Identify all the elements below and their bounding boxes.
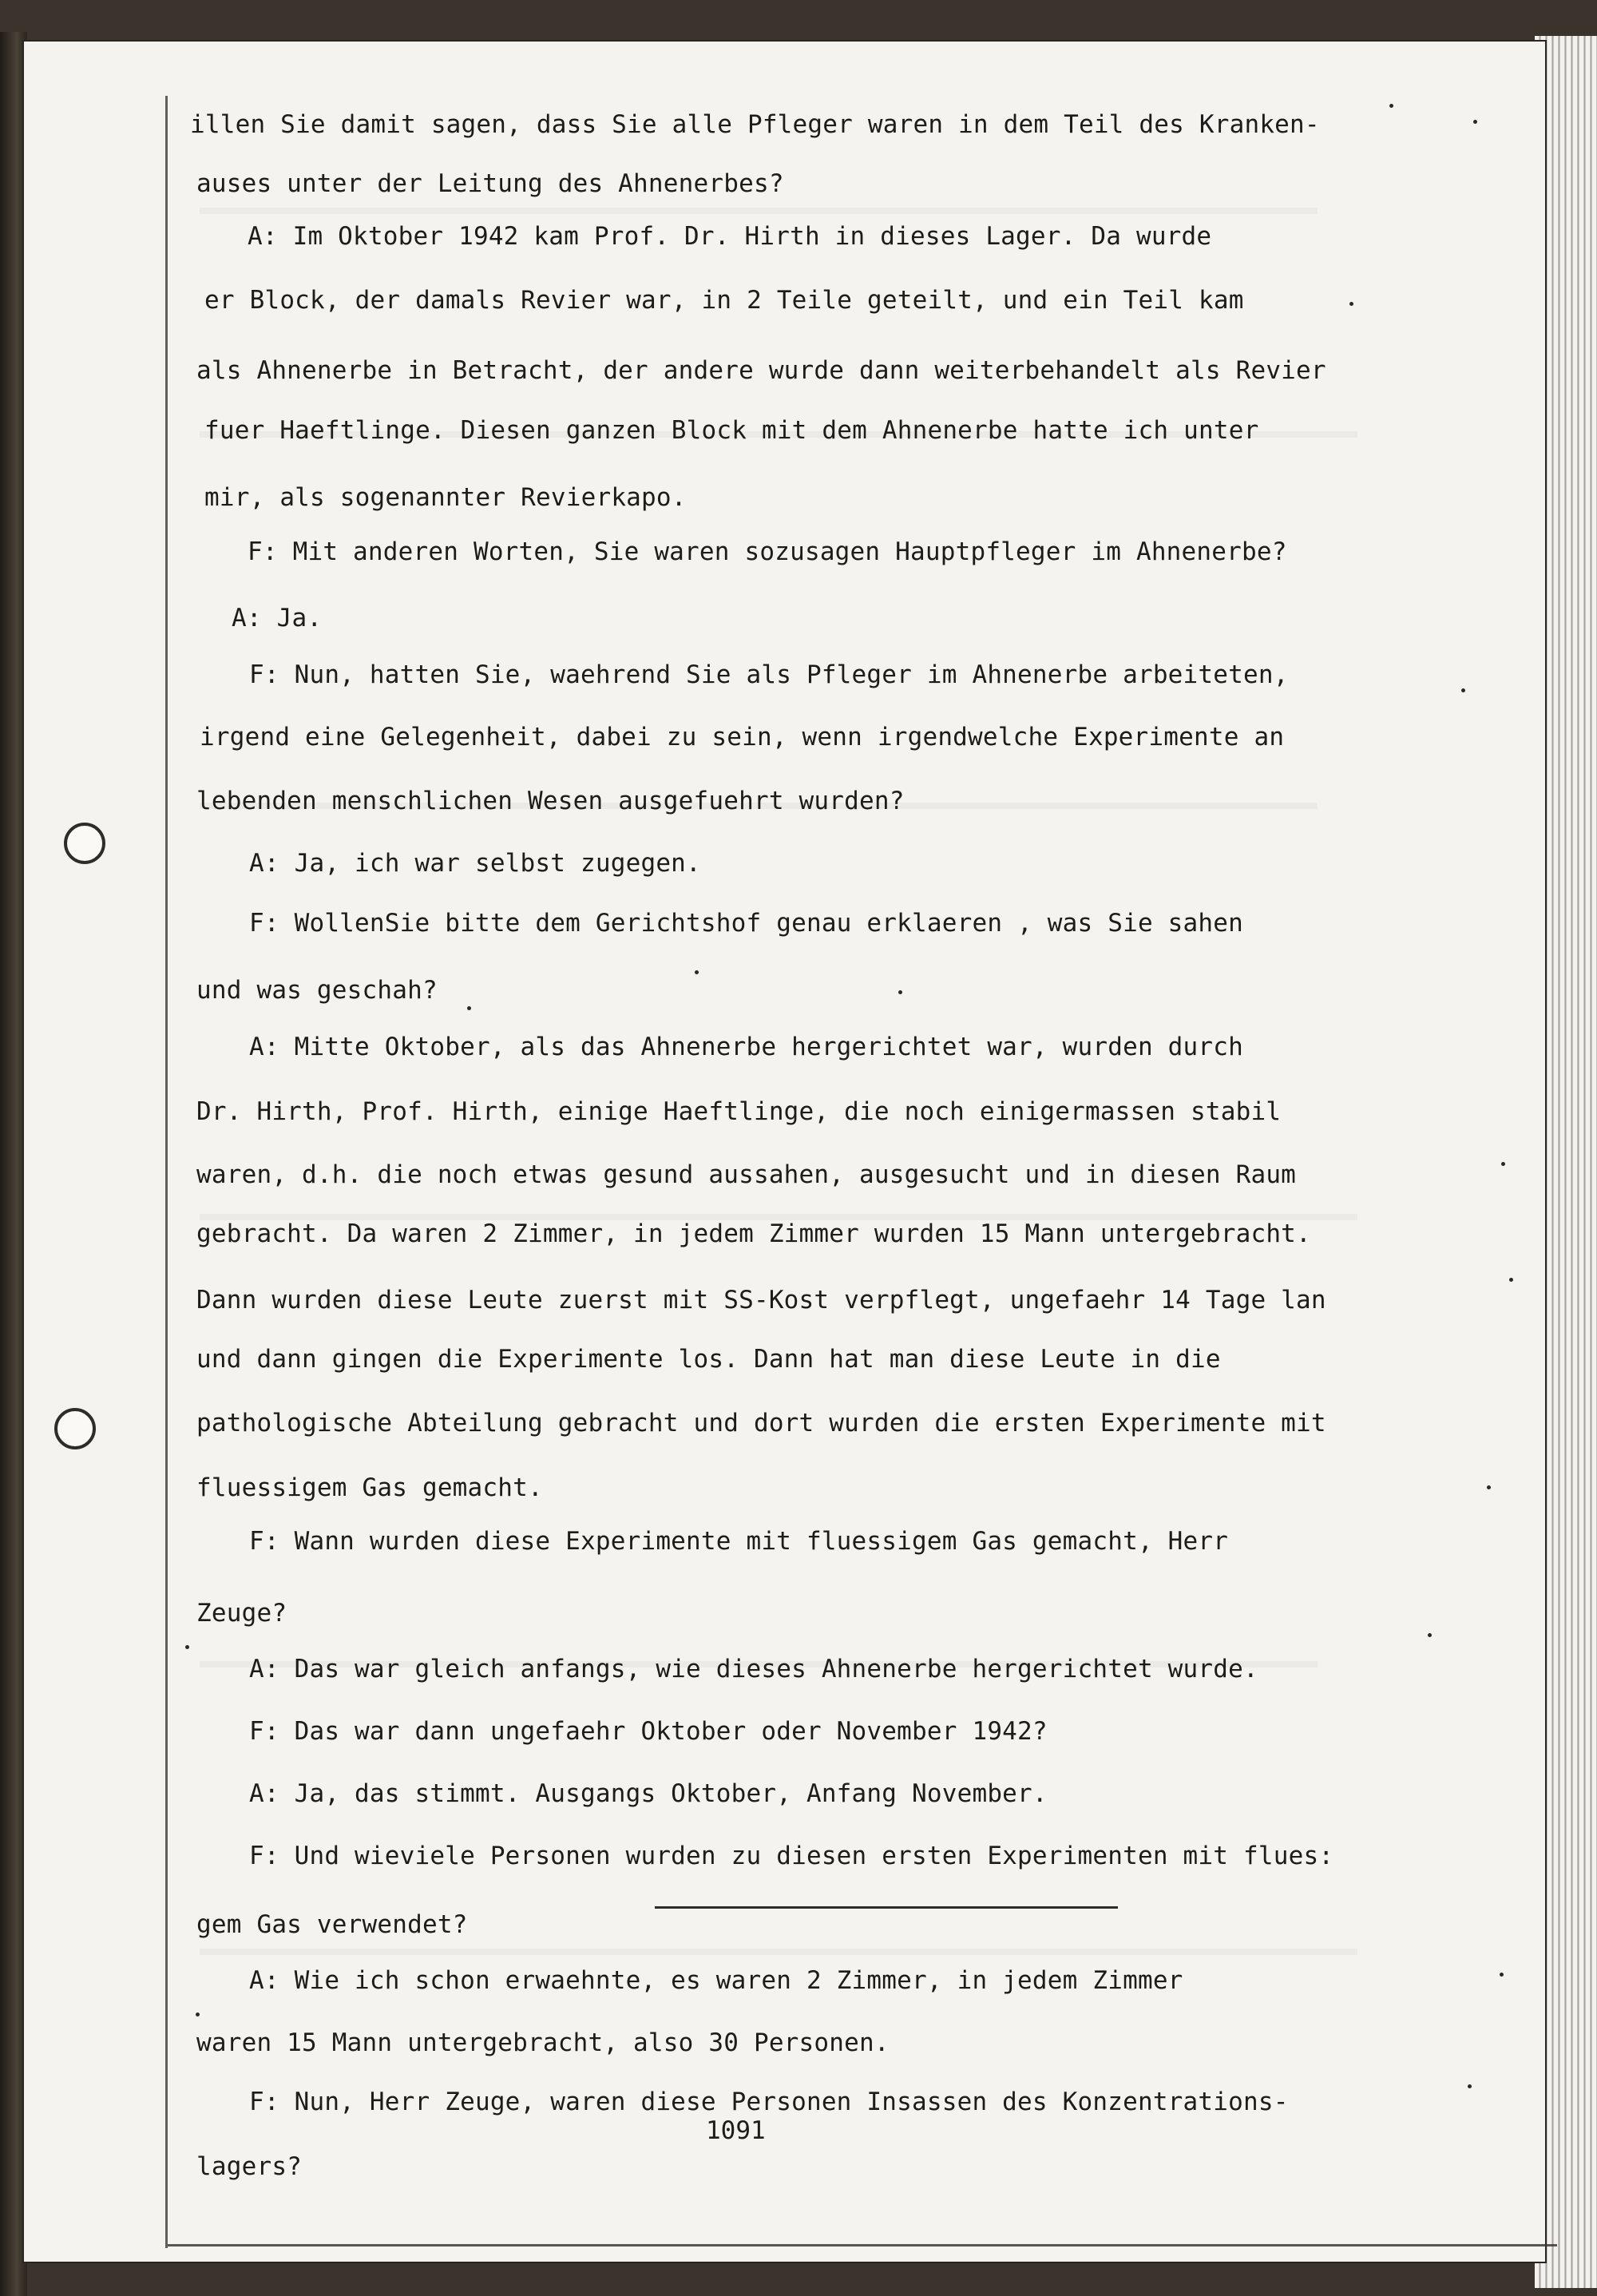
text-line: Dann wurden diese Leute zuerst mit SS-Kost verpflegt, ungefaehr 14 Tage lan	[196, 1286, 1326, 1315]
text-line: F: Nun, Herr Zeuge, waren diese Personen Insassen des Konzentrations-	[249, 2088, 1289, 2116]
page-number: 1091	[706, 2116, 766, 2145]
text-line: A: Ja.	[232, 604, 323, 632]
text-line: fluessigem Gas gemacht.	[196, 1473, 543, 1502]
text-line: fuer Haeftlinge. Diesen ganzen Block mit dem Ahnenerbe hatte ich unter	[204, 416, 1259, 445]
text-line: A: Wie ich schon erwaehnte, es waren 2 Zimmer, in jedem Zimmer	[249, 1966, 1183, 1995]
scan-speck	[695, 970, 699, 974]
text-line: Zeuge?	[196, 1599, 287, 1628]
text-line: lagers?	[196, 2152, 303, 2181]
text-line: A: Ja, das stimmt. Ausgangs Oktober, Anfang November.	[249, 1779, 1048, 1808]
scan-speck	[185, 1645, 189, 1649]
scan-speck	[1509, 1278, 1513, 1282]
scan-speck	[1461, 688, 1465, 692]
text-line: waren 15 Mann untergebracht, also 30 Personen.	[196, 2028, 890, 2057]
scan-speck	[1428, 1633, 1432, 1637]
binder-edge	[0, 32, 27, 2296]
text-line: Dr. Hirth, Prof. Hirth, einige Haeftlinge, die noch einigermassen stabil	[196, 1097, 1282, 1126]
text-line: auses unter der Leitung des Ahnenerbes?	[196, 169, 784, 198]
scan-speck	[1468, 2084, 1472, 2088]
left-margin-rule	[165, 96, 168, 2248]
scan-speck	[898, 990, 902, 994]
scan-speck	[1501, 1162, 1505, 1166]
text-line: F: Das war dann ungefaehr Oktober oder November 1942?	[249, 1717, 1048, 1746]
punch-hole	[64, 823, 105, 864]
text-line: lebenden menschlichen Wesen ausgefuehrt wurden?	[196, 787, 905, 815]
text-line: F: Wann wurden diese Experimente mit fluessigem Gas gemacht, Herr	[249, 1527, 1229, 1556]
scan-speck	[467, 1006, 471, 1010]
scan-speck	[1487, 1485, 1491, 1489]
scan-speck	[1389, 104, 1393, 108]
text-line: illen Sie damit sagen, dass Sie alle Pfleger waren in dem Teil des Kranken-	[190, 110, 1320, 139]
text-line: A: Im Oktober 1942 kam Prof. Dr. Hirth in dieses Lager. Da wurde	[248, 222, 1212, 251]
text-line: waren, d.h. die noch etwas gesund aussahen, ausgesucht und in diesen Raum	[196, 1160, 1297, 1189]
bottom-rule	[168, 2244, 1557, 2246]
text-line: gebracht. Da waren 2 Zimmer, in jedem Zimmer wurden 15 Mann untergebracht.	[196, 1219, 1311, 1248]
text-line: F: Mit anderen Worten, Sie waren sozusagen Hauptpfleger im Ahnenerbe?	[248, 537, 1287, 566]
text-line: und was geschah?	[196, 976, 438, 1005]
text-line: A: Mitte Oktober, als das Ahnenerbe hergerichtet war, wurden durch	[249, 1033, 1243, 1061]
text-line: A: Ja, ich war selbst zugegen.	[249, 849, 701, 878]
scan-speck	[196, 2012, 200, 2016]
text-line: F: Und wieviele Personen wurden zu diesen ersten Experimenten mit flues:	[249, 1842, 1334, 1870]
text-line: irgend eine Gelegenheit, dabei zu sein, wenn irgendwelche Experimente an	[200, 723, 1285, 751]
text-line: A: Das war gleich anfangs, wie dieses Ahnenerbe hergerichtet wurde.	[249, 1655, 1258, 1683]
text-line: pathologische Abteilung gebracht und dort wurden die ersten Experimente mit	[196, 1409, 1326, 1437]
text-line: als Ahnenerbe in Betracht, der andere wurde dann weiterbehandelt als Revier	[196, 356, 1326, 385]
text-line: gem Gas verwendet?	[196, 1910, 468, 1939]
bleed-through	[200, 208, 1318, 214]
punch-hole	[54, 1408, 96, 1449]
typed-divider-line	[655, 1906, 1118, 1909]
scan-speck	[1500, 1973, 1504, 1977]
text-line: er Block, der damals Revier war, in 2 Teile geteilt, und ein Teil kam	[204, 286, 1244, 315]
text-line: F: Nun, hatten Sie, waehrend Sie als Pfleger im Ahnenerbe arbeiteten,	[249, 660, 1289, 689]
scan-speck	[1349, 302, 1353, 306]
scan-speck	[1473, 120, 1477, 124]
bleed-through	[200, 1949, 1357, 1955]
text-line: F: WollenSie bitte dem Gerichtshof genau erklaeren , was Sie sahen	[249, 909, 1243, 938]
text-line: mir, als sogenannter Revierkapo.	[204, 483, 687, 512]
text-line: und dann gingen die Experimente los. Dann hat man diese Leute in die	[196, 1345, 1221, 1374]
